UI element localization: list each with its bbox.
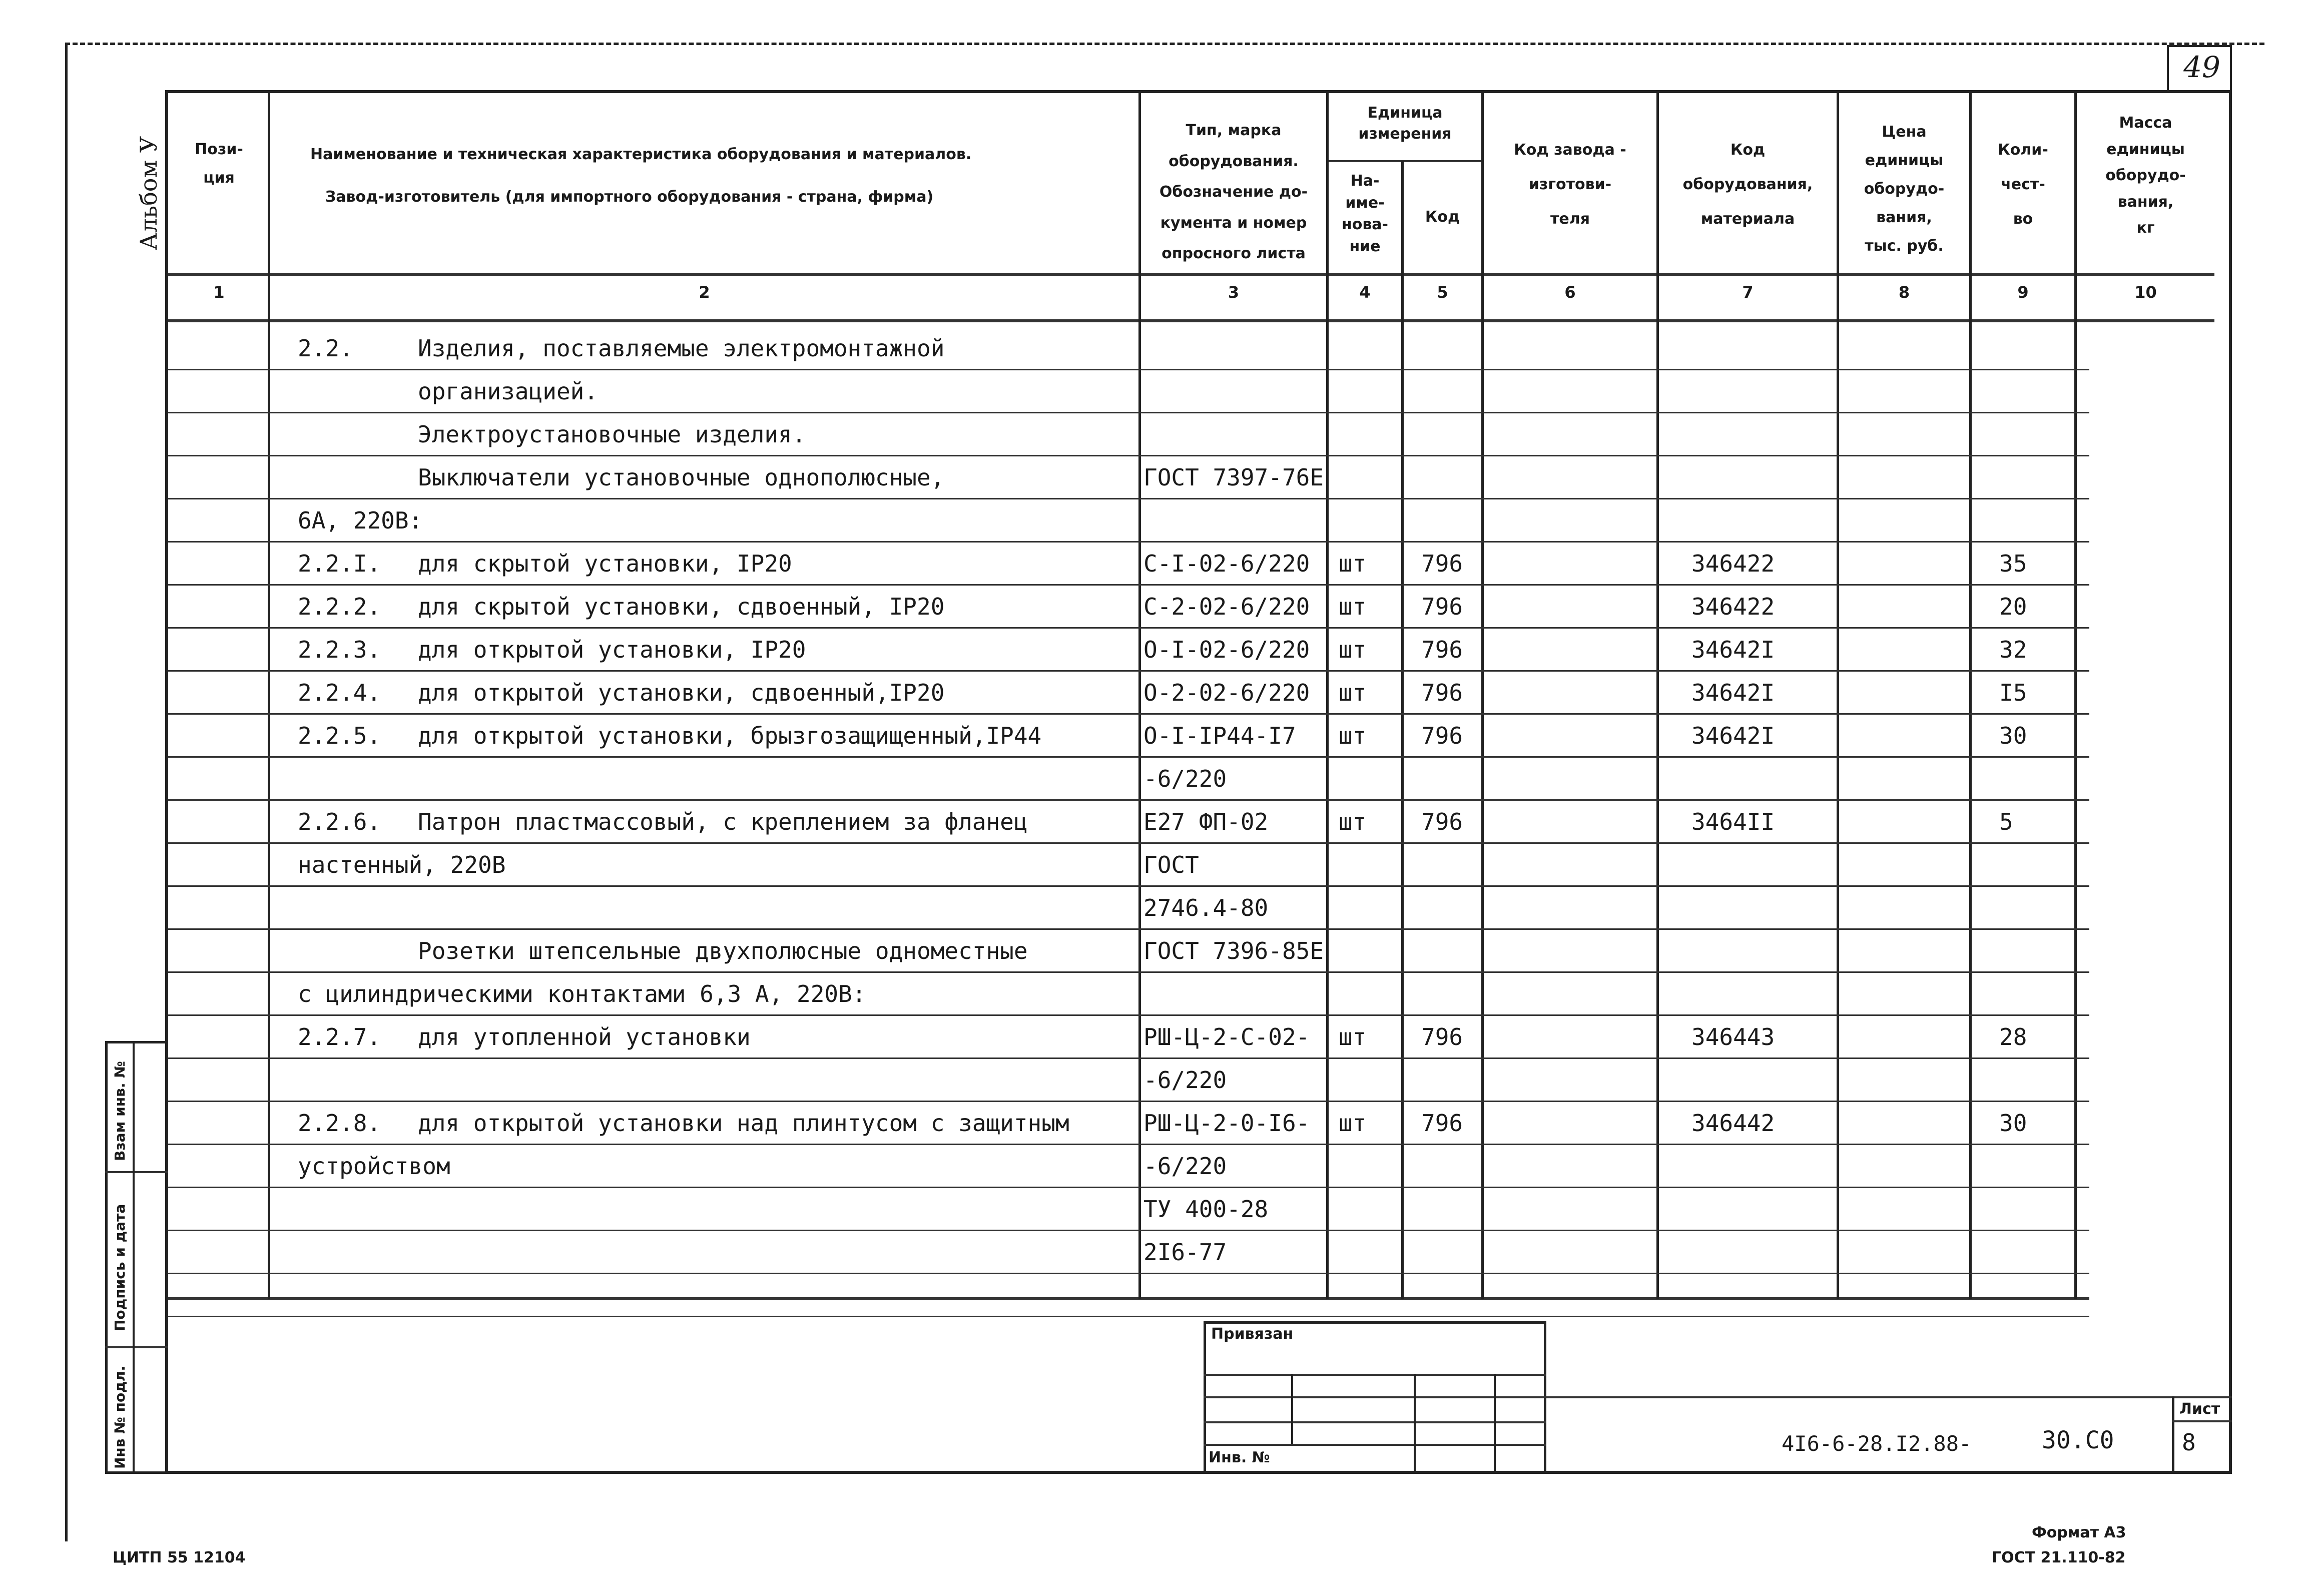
row-material-code: 3464II — [1691, 808, 1775, 835]
row-name: Изделия, поставляемые электромонтажной — [418, 335, 945, 362]
header-mass: Масса единицы оборудо- вания, кг — [2105, 114, 2186, 237]
col-line-6 — [1656, 90, 1659, 1299]
side-inv-vzam: Взам инв. № — [112, 1061, 128, 1161]
row-rule — [168, 584, 2089, 586]
row-quantity: 20 — [1999, 593, 2027, 620]
row-quantity: 32 — [1999, 636, 2027, 663]
row-name: для открытой установки, IP20 — [418, 636, 806, 663]
side-stamp-rule-1 — [105, 1171, 168, 1173]
inv-no-label: Инв. № — [1209, 1449, 1270, 1466]
list-label: Лист — [2179, 1400, 2220, 1418]
row-rule — [168, 1014, 2089, 1016]
row-rule — [168, 498, 2089, 499]
col-line-1 — [268, 90, 270, 1299]
row-rule — [168, 670, 2089, 672]
row-position: 2.2.5. — [298, 722, 381, 749]
row-rule — [168, 1144, 2089, 1145]
row-unit: шт — [1339, 1023, 1367, 1050]
row-unit: шт — [1339, 679, 1367, 706]
footer-format: Формат А3 — [2032, 1524, 2126, 1541]
row-name: Патрон пластмассовый, с креплением за фланец — [418, 808, 1028, 835]
colnum-5: 5 — [1437, 283, 1448, 302]
header-unit-name: На- име- нова- ние — [1341, 172, 1389, 255]
row-material-code: 346422 — [1691, 593, 1775, 620]
row-quantity: 35 — [1999, 550, 2027, 577]
footer-gost: ГОСТ 21.110-82 — [1992, 1549, 2126, 1566]
row-rule — [168, 971, 2089, 973]
row-unit-code: 796 — [1421, 636, 1463, 663]
col-line-7 — [1837, 90, 1839, 1299]
row-material-code: 34642I — [1691, 679, 1775, 706]
header-unit-group: Единица измерения — [1358, 104, 1452, 143]
row-type: РШ-Ц-2-0-I6- — [1143, 1110, 1310, 1137]
row-unit-code: 796 — [1421, 679, 1463, 706]
colnum-bottom-rule — [168, 319, 2214, 322]
privyazan-vline-1 — [1291, 1374, 1293, 1444]
row-position: настенный, 220В — [298, 851, 506, 878]
row-quantity: 5 — [1999, 808, 2013, 835]
row-material-code: 34642I — [1691, 722, 1775, 749]
row-quantity: 30 — [1999, 1110, 2027, 1137]
col-line-3 — [1326, 90, 1329, 1299]
row-name: для скрытой установки, IP20 — [418, 550, 792, 577]
row-name: для открытой установки над плинтусом с защитным — [418, 1110, 1069, 1137]
doc-code-b: 30.С0 — [2042, 1426, 2114, 1454]
row-rule — [168, 1057, 2089, 1059]
row-type: ГОСТ 7396-85Е — [1143, 937, 1324, 964]
row-rule — [168, 1187, 2089, 1188]
row-material-code: 346442 — [1691, 1110, 1775, 1137]
row-unit: шт — [1339, 808, 1367, 835]
row-rule — [168, 713, 2089, 715]
row-position: 2.2. — [298, 335, 353, 362]
header-unit-code: Код — [1425, 208, 1460, 226]
colnum-10: 10 — [2134, 283, 2157, 302]
col-line-9 — [2074, 90, 2077, 1299]
row-position: 2.2.8. — [298, 1110, 381, 1137]
side-stamp-divider — [133, 1041, 135, 1474]
row-name: Электроустановочные изделия. — [418, 421, 806, 448]
col-line-8 — [1969, 90, 1972, 1299]
row-position: 2.2.6. — [298, 808, 381, 835]
row-rule — [168, 842, 2089, 844]
row-type: С-2-02-6/220 — [1143, 593, 1310, 620]
row-name: для открытой установки, брызгозащищенный,IP44 — [418, 722, 1042, 749]
colnum-8: 8 — [1898, 283, 1910, 302]
side-sign-date: Подпись и дата — [112, 1204, 128, 1331]
row-unit-code: 796 — [1421, 593, 1463, 620]
row-position: 2.2.7. — [298, 1023, 381, 1050]
row-unit: шт — [1339, 1110, 1367, 1137]
corner-number: 49 — [2183, 50, 2220, 84]
colnum-6: 6 — [1564, 283, 1576, 302]
row-type: 2I6-77 — [1143, 1239, 1227, 1266]
row-position: с цилиндрическими контактами 6,3 А, 220В: — [298, 980, 866, 1007]
header-name-line2: Завод-изготовитель (для импортного оборудования - страна, фирма) — [325, 188, 934, 206]
row-position: 2.2.4. — [298, 679, 381, 706]
row-rule — [168, 369, 2089, 370]
colnum-1: 1 — [213, 283, 225, 302]
row-type: ТУ 400-28 — [1143, 1196, 1269, 1223]
row-position: 2.2.2. — [298, 593, 381, 620]
col-line-4 — [1401, 161, 1404, 1299]
row-position: 2.2.I. — [298, 550, 381, 577]
col-line-2 — [1138, 90, 1141, 1299]
row-rule — [168, 627, 2089, 629]
row-rule — [168, 885, 2089, 887]
colnum-9: 9 — [2017, 283, 2029, 302]
row-unit-code: 796 — [1421, 808, 1463, 835]
header-bottom-rule — [168, 273, 2214, 276]
row-rule — [168, 928, 2089, 930]
row-type: Е27 ФП-02 — [1143, 808, 1269, 835]
row-type: -6/220 — [1143, 765, 1227, 792]
row-quantity: I5 — [1999, 679, 2027, 706]
row-rule — [168, 1101, 2089, 1102]
row-rule — [168, 455, 2089, 456]
row-unit-code: 796 — [1421, 1110, 1463, 1137]
row-name: Выключатели установочные однополюсные, — [418, 464, 945, 491]
row-type: РШ-Ц-2-С-02- — [1143, 1023, 1310, 1050]
row-rule — [168, 1230, 2089, 1231]
footer-left: ЦИТП 55 12104 — [113, 1549, 246, 1566]
list-number: 8 — [2182, 1429, 2196, 1456]
unit-split-rule — [1329, 160, 1484, 162]
row-unit: шт — [1339, 636, 1367, 663]
row-rule — [168, 541, 2089, 543]
header-type: Тип, марка оборудования. Обозначение до- кумента и номер опросного листа — [1159, 122, 1308, 262]
colnum-4: 4 — [1359, 283, 1371, 302]
privyazan-vline-2 — [1414, 1374, 1416, 1474]
header-factory-code: Код завода - изготови- теля — [1514, 141, 1626, 228]
header-position: Пози- ция — [195, 141, 243, 187]
row-unit-code: 796 — [1421, 550, 1463, 577]
doc-code-top-rule — [1546, 1396, 2232, 1398]
table-bottom-rule — [168, 1297, 2089, 1300]
col-line-5 — [1481, 90, 1484, 1299]
row-rule — [168, 412, 2089, 413]
row-rule — [168, 1316, 2089, 1317]
side-inv-podl: Инв № подл. — [112, 1365, 128, 1469]
row-type: ГОСТ — [1143, 851, 1199, 878]
row-position: 2.2.3. — [298, 636, 381, 663]
row-type: С-I-02-6/220 — [1143, 550, 1310, 577]
colnum-2: 2 — [699, 283, 710, 302]
row-unit: шт — [1339, 593, 1367, 620]
row-unit-code: 796 — [1421, 1023, 1463, 1050]
row-type: О-I-IP44-I7 — [1143, 722, 1296, 749]
row-material-code: 346422 — [1691, 550, 1775, 577]
row-position: устройством — [298, 1153, 450, 1180]
privyazan-vline-3 — [1494, 1374, 1496, 1474]
row-type: -6/220 — [1143, 1153, 1227, 1180]
row-name: для скрытой установки, сдвоенный, IP20 — [418, 593, 945, 620]
list-box-rule — [2172, 1420, 2232, 1422]
side-stamp-rule-2 — [105, 1346, 168, 1348]
row-name: Розетки штепсельные двухполюсные одноместные — [418, 937, 1028, 964]
header-name-line1: Наименование и техническая характеристика оборудования и материалов. — [310, 146, 972, 163]
row-unit-code: 796 — [1421, 722, 1463, 749]
colnum-3: 3 — [1228, 283, 1240, 302]
row-type: ГОСТ 7397-76Е — [1143, 464, 1324, 491]
row-material-code: 346443 — [1691, 1023, 1775, 1050]
row-unit: шт — [1339, 550, 1367, 577]
row-material-code: 34642I — [1691, 636, 1775, 663]
header-price: Цена единицы оборудо- вания, тыс. руб. — [1864, 123, 1945, 255]
row-quantity: 30 — [1999, 722, 2027, 749]
header-quantity: Коли- чест- во — [1998, 141, 2048, 228]
doc-code-a: 4I6-6-28.I2.88- — [1782, 1431, 1972, 1456]
row-rule — [168, 756, 2089, 758]
row-type: -6/220 — [1143, 1067, 1227, 1094]
row-name: для открытой установки, сдвоенный,IP20 — [418, 679, 945, 706]
row-rule — [168, 799, 2089, 801]
privyazan-label: Привязан — [1211, 1325, 1294, 1343]
row-rule — [168, 1273, 2089, 1274]
row-type: О-2-02-6/220 — [1143, 679, 1310, 706]
row-name: организацией. — [418, 378, 599, 405]
row-unit: шт — [1339, 722, 1367, 749]
colnum-7: 7 — [1742, 283, 1754, 302]
header-material-code: Код оборудования, материала — [1682, 141, 1813, 228]
row-type: О-I-02-6/220 — [1143, 636, 1310, 663]
row-name: для утопленной установки — [418, 1023, 751, 1050]
album-label: Альбом У — [135, 136, 162, 250]
row-type: 2746.4-80 — [1143, 894, 1269, 921]
row-quantity: 28 — [1999, 1023, 2027, 1050]
row-position: 6А, 220В: — [298, 507, 423, 534]
